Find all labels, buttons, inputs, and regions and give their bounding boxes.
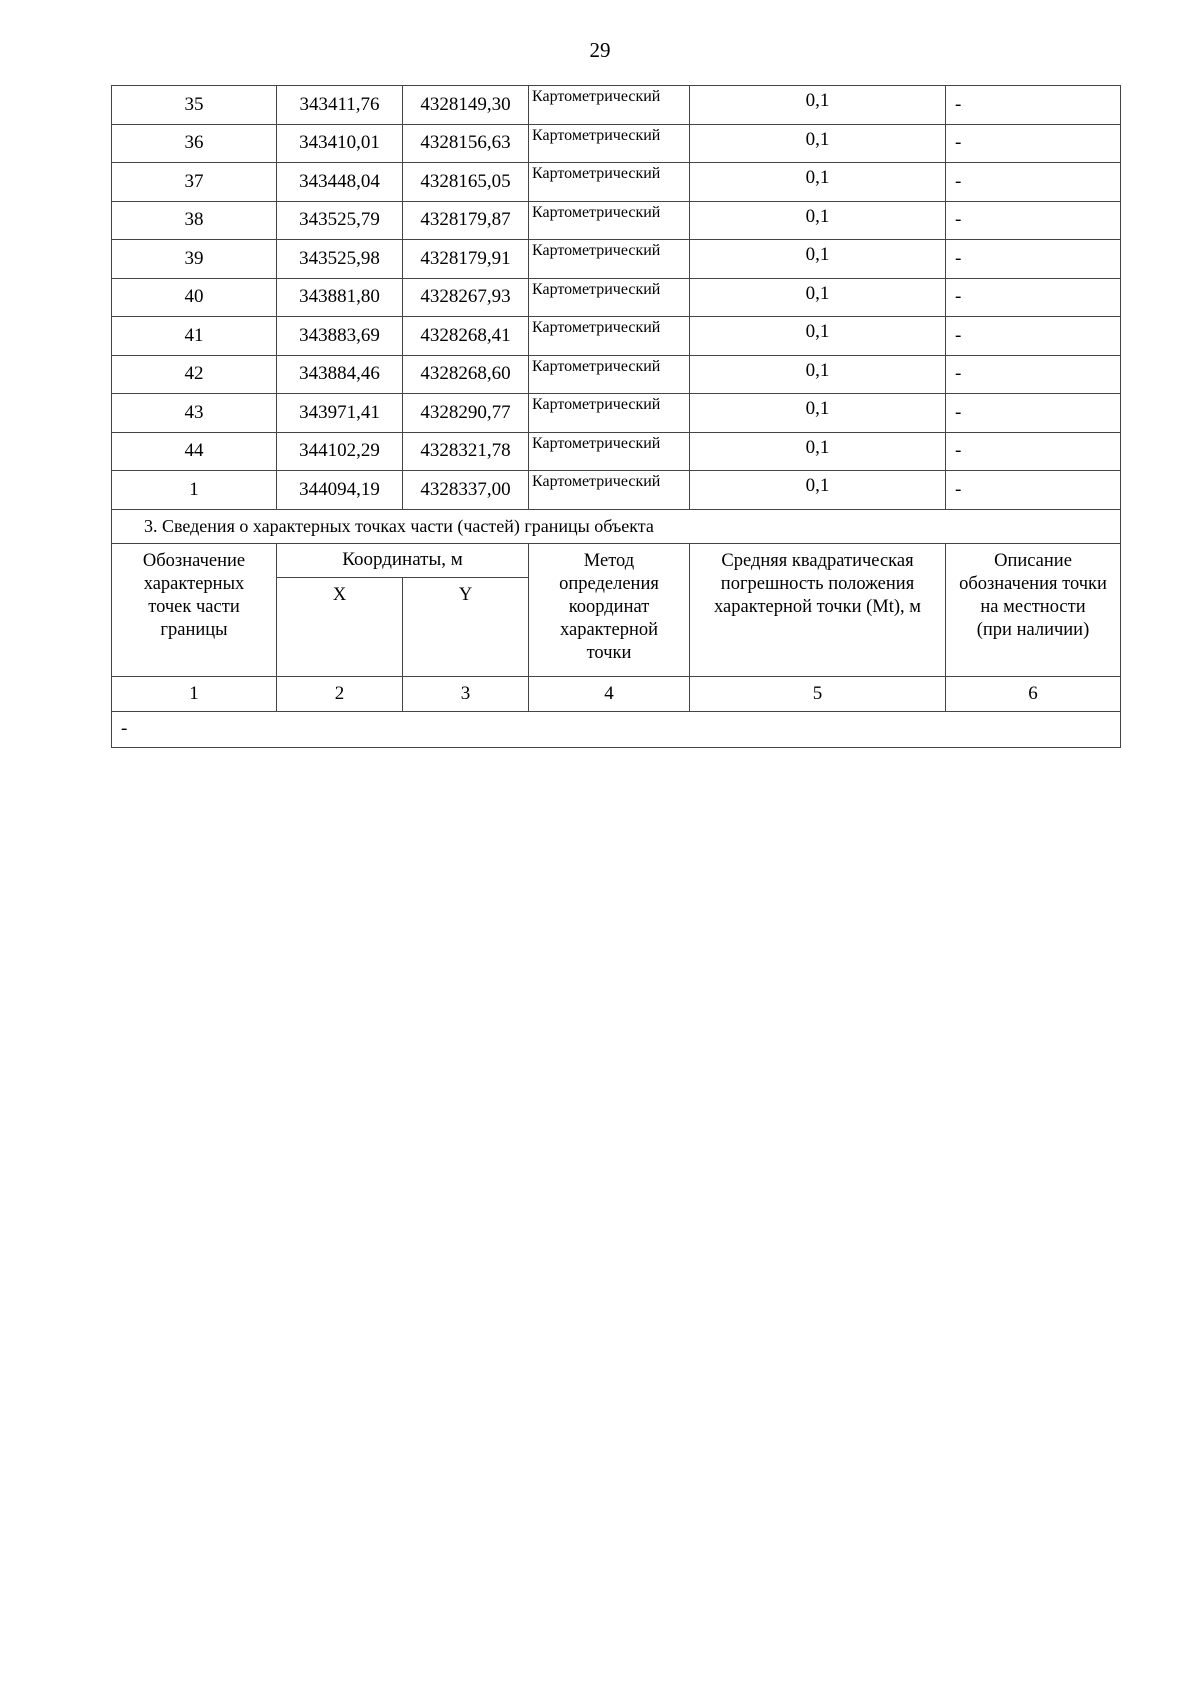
description: - bbox=[946, 317, 1121, 356]
column-number: 5 bbox=[690, 676, 946, 711]
column-number: 2 bbox=[277, 676, 403, 711]
point-number: 39 bbox=[112, 240, 277, 279]
point-number: 44 bbox=[112, 432, 277, 471]
header-description: Описание обозначения точки на местности (при наличии) bbox=[946, 543, 1121, 676]
mt-value: 0,1 bbox=[690, 278, 946, 317]
points-table-body bbox=[112, 86, 1121, 510]
boundary-points-table bbox=[111, 85, 1121, 748]
column-number: 4 bbox=[529, 676, 690, 711]
point-number: 35 bbox=[112, 86, 277, 125]
description: - bbox=[946, 471, 1121, 510]
mt-value: 0,1 bbox=[690, 86, 946, 125]
header-x: X bbox=[277, 577, 403, 676]
table-row bbox=[112, 355, 1121, 394]
header-designation: Обозначение характерных точек части границы bbox=[112, 543, 277, 676]
point-number: 40 bbox=[112, 278, 277, 317]
method: Картометрический bbox=[529, 163, 690, 202]
column-number: 6 bbox=[946, 676, 1121, 711]
coord-y: 4328267,93 bbox=[403, 278, 529, 317]
description: - bbox=[946, 124, 1121, 163]
description: - bbox=[946, 240, 1121, 279]
point-number: 38 bbox=[112, 201, 277, 240]
coord-x: 343971,41 bbox=[277, 394, 403, 433]
empty-row bbox=[112, 711, 1121, 747]
page-number: 29 bbox=[589, 38, 611, 62]
coord-x: 343410,01 bbox=[277, 124, 403, 163]
mt-value: 0,1 bbox=[690, 240, 946, 279]
description: - bbox=[946, 163, 1121, 202]
table-row bbox=[112, 317, 1121, 356]
table-row bbox=[112, 240, 1121, 279]
table-row bbox=[112, 86, 1121, 125]
method: Картометрический bbox=[529, 317, 690, 356]
description: - bbox=[946, 278, 1121, 317]
mt-value: 0,1 bbox=[690, 124, 946, 163]
column-number: 3 bbox=[403, 676, 529, 711]
method: Картометрический bbox=[529, 355, 690, 394]
description: - bbox=[946, 432, 1121, 471]
header-y: Y bbox=[403, 577, 529, 676]
description: - bbox=[946, 86, 1121, 125]
method: Картометрический bbox=[529, 86, 690, 125]
table-row bbox=[112, 394, 1121, 433]
table-row bbox=[112, 201, 1121, 240]
description: - bbox=[946, 355, 1121, 394]
point-number: 37 bbox=[112, 163, 277, 202]
table-row bbox=[112, 432, 1121, 471]
point-number: 41 bbox=[112, 317, 277, 356]
coord-y: 4328179,91 bbox=[403, 240, 529, 279]
mt-value: 0,1 bbox=[690, 394, 946, 433]
mt-value: 0,1 bbox=[690, 432, 946, 471]
section-3 bbox=[112, 509, 1121, 747]
coord-x: 344094,19 bbox=[277, 471, 403, 510]
coord-x: 343881,80 bbox=[277, 278, 403, 317]
method: Картометрический bbox=[529, 432, 690, 471]
coord-y: 4328290,77 bbox=[403, 394, 529, 433]
table-row bbox=[112, 278, 1121, 317]
coord-x: 343411,76 bbox=[277, 86, 403, 125]
coord-x: 343883,69 bbox=[277, 317, 403, 356]
coord-x: 343525,98 bbox=[277, 240, 403, 279]
column-numbers-row bbox=[112, 676, 1121, 711]
coord-y: 4328268,60 bbox=[403, 355, 529, 394]
point-number: 1 bbox=[112, 471, 277, 510]
coord-x: 343884,46 bbox=[277, 355, 403, 394]
table-row bbox=[112, 471, 1121, 510]
method: Картометрический bbox=[529, 201, 690, 240]
method: Картометрический bbox=[529, 471, 690, 510]
point-number: 43 bbox=[112, 394, 277, 433]
method: Картометрический bbox=[529, 278, 690, 317]
mt-value: 0,1 bbox=[690, 471, 946, 510]
header-method: Метод определения координат характерной точки bbox=[529, 543, 690, 676]
empty-value: - bbox=[112, 711, 1121, 747]
point-number: 42 bbox=[112, 355, 277, 394]
header-mt: Средняя квадратическая погрешность положения характерной точки (Mt), м bbox=[690, 543, 946, 676]
mt-value: 0,1 bbox=[690, 201, 946, 240]
coord-y: 4328165,05 bbox=[403, 163, 529, 202]
table-row bbox=[112, 163, 1121, 202]
coord-y: 4328268,41 bbox=[403, 317, 529, 356]
description: - bbox=[946, 394, 1121, 433]
coord-y: 4328149,30 bbox=[403, 86, 529, 125]
method: Картометрический bbox=[529, 394, 690, 433]
table-row bbox=[112, 124, 1121, 163]
method: Картометрический bbox=[529, 240, 690, 279]
coord-y: 4328156,63 bbox=[403, 124, 529, 163]
description: - bbox=[946, 201, 1121, 240]
coord-y: 4328337,00 bbox=[403, 471, 529, 510]
coord-x: 344102,29 bbox=[277, 432, 403, 471]
header-coordinates: Координаты, м bbox=[277, 543, 529, 577]
coord-y: 4328321,78 bbox=[403, 432, 529, 471]
column-number: 1 bbox=[112, 676, 277, 711]
coord-x: 343525,79 bbox=[277, 201, 403, 240]
coord-x: 343448,04 bbox=[277, 163, 403, 202]
mt-value: 0,1 bbox=[690, 163, 946, 202]
section-3-title: 3. Сведения о характерных точках части (частей) границы объекта bbox=[112, 509, 1121, 543]
mt-value: 0,1 bbox=[690, 355, 946, 394]
method: Картометрический bbox=[529, 124, 690, 163]
mt-value: 0,1 bbox=[690, 317, 946, 356]
point-number: 36 bbox=[112, 124, 277, 163]
coord-y: 4328179,87 bbox=[403, 201, 529, 240]
